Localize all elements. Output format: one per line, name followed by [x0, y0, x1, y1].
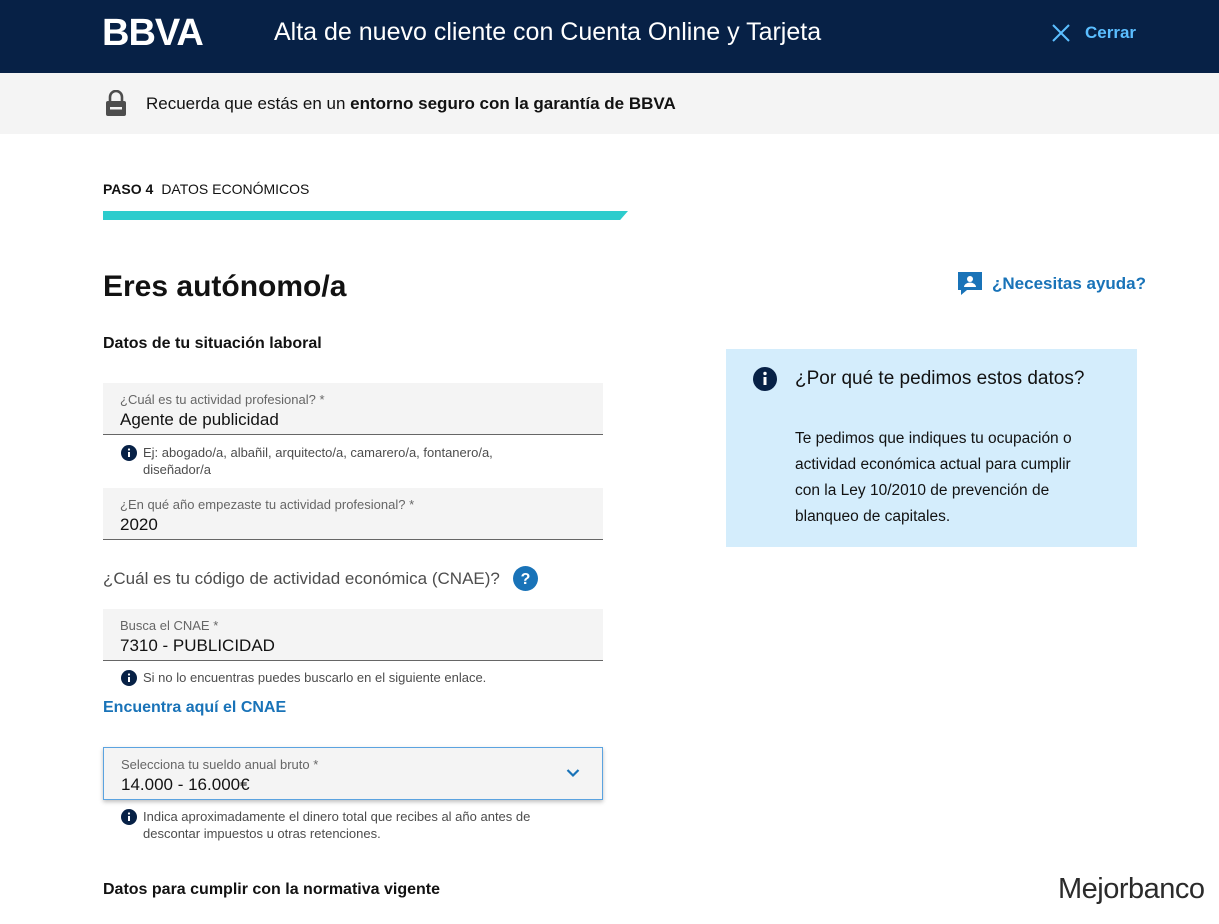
cnae-hint	[121, 669, 563, 686]
cnae-search-field-value: 7310 - PUBLICIDAD	[120, 636, 275, 655]
find-cnae-link[interactable]: Encuentra aquí el CNAE	[103, 699, 287, 716]
activity-hint	[121, 444, 563, 478]
step-name: DATOS ECONÓMICOS	[161, 181, 310, 197]
cnae-search-field-label: Busca el CNAE *	[120, 618, 219, 633]
close-button-label: Cerrar	[1085, 23, 1137, 42]
secure-text-bold: entorno seguro con la garantía de BBVA	[350, 94, 676, 113]
close-icon	[1050, 22, 1072, 44]
step-indicator	[103, 181, 309, 197]
activity-field-label: ¿Cuál es tu actividad profesional? *	[120, 392, 325, 407]
help-link-label: ¿Necesitas ayuda?	[992, 273, 1147, 293]
secure-environment-bar	[0, 73, 1219, 134]
info-box-body: Te pedimos que indiques tu ocupación o actividad económica actual para cumplir con la Ley 10/2010 de prevención de blanqueo de capitales.	[795, 430, 1072, 525]
watermark: Mejorbanco	[1058, 873, 1205, 905]
help-person-icon	[958, 272, 982, 295]
secure-environment-text	[146, 94, 676, 114]
step-progress-bar	[103, 211, 628, 220]
cnae-question	[103, 566, 538, 591]
section-heading-labor: Datos de tu situación laboral	[103, 335, 322, 352]
activity-field[interactable]	[103, 383, 603, 435]
top-header-bar	[0, 0, 1219, 73]
question-mark-icon[interactable]	[513, 566, 538, 591]
chevron-down-icon	[566, 768, 580, 778]
lock-icon	[106, 90, 126, 116]
cnae-hint-text: Si no lo encuentras puedes buscarlo en el siguiente enlace.	[143, 670, 487, 685]
section-heading-regulation: Datos para cumplir con la normativa vigente	[103, 881, 440, 898]
bbva-logo-text: BBVA	[102, 14, 203, 48]
info-box-title: ¿Por qué te pedimos estos datos?	[795, 368, 1085, 389]
salary-select[interactable]	[103, 747, 603, 800]
activity-hint-text: Ej: abogado/a, albañil, arquitecto/a, camarero/a, fontanero/a, diseñador/a	[143, 445, 493, 477]
bbva-logo	[102, 14, 214, 48]
info-icon	[121, 670, 137, 686]
page-header-title: Alta de nuevo cliente con Cuenta Online y Tarjeta	[274, 18, 822, 46]
start-year-field-value: 2020	[120, 515, 158, 534]
svg-text:?: ?	[520, 571, 531, 588]
info-icon	[753, 367, 777, 391]
step-number: PASO 4	[103, 181, 154, 197]
help-link[interactable]	[958, 272, 1146, 295]
page-title: Eres autónomo/a	[103, 270, 347, 303]
salary-hint-text: Indica aproximadamente el dinero total que recibes al año antes de descontar impuestos u otras retenciones.	[143, 809, 531, 841]
start-year-field-label: ¿En qué año empezaste tu actividad profesional? *	[120, 497, 415, 512]
start-year-field[interactable]	[103, 488, 603, 540]
close-button[interactable]	[1050, 22, 1136, 44]
cnae-search-field[interactable]	[103, 609, 603, 661]
cnae-question-label: ¿Cuál es tu código de actividad económica (CNAE)?	[103, 568, 500, 588]
info-icon	[121, 809, 137, 825]
salary-select-value: 14.000 - 16.000€	[121, 775, 250, 794]
salary-select-label: Selecciona tu sueldo anual bruto *	[121, 757, 319, 772]
activity-field-value: Agente de publicidad	[120, 410, 279, 429]
info-icon	[121, 445, 137, 461]
secure-text-prefix: Recuerda que estás en un	[146, 94, 351, 113]
salary-hint	[121, 808, 563, 842]
info-box	[726, 349, 1137, 547]
